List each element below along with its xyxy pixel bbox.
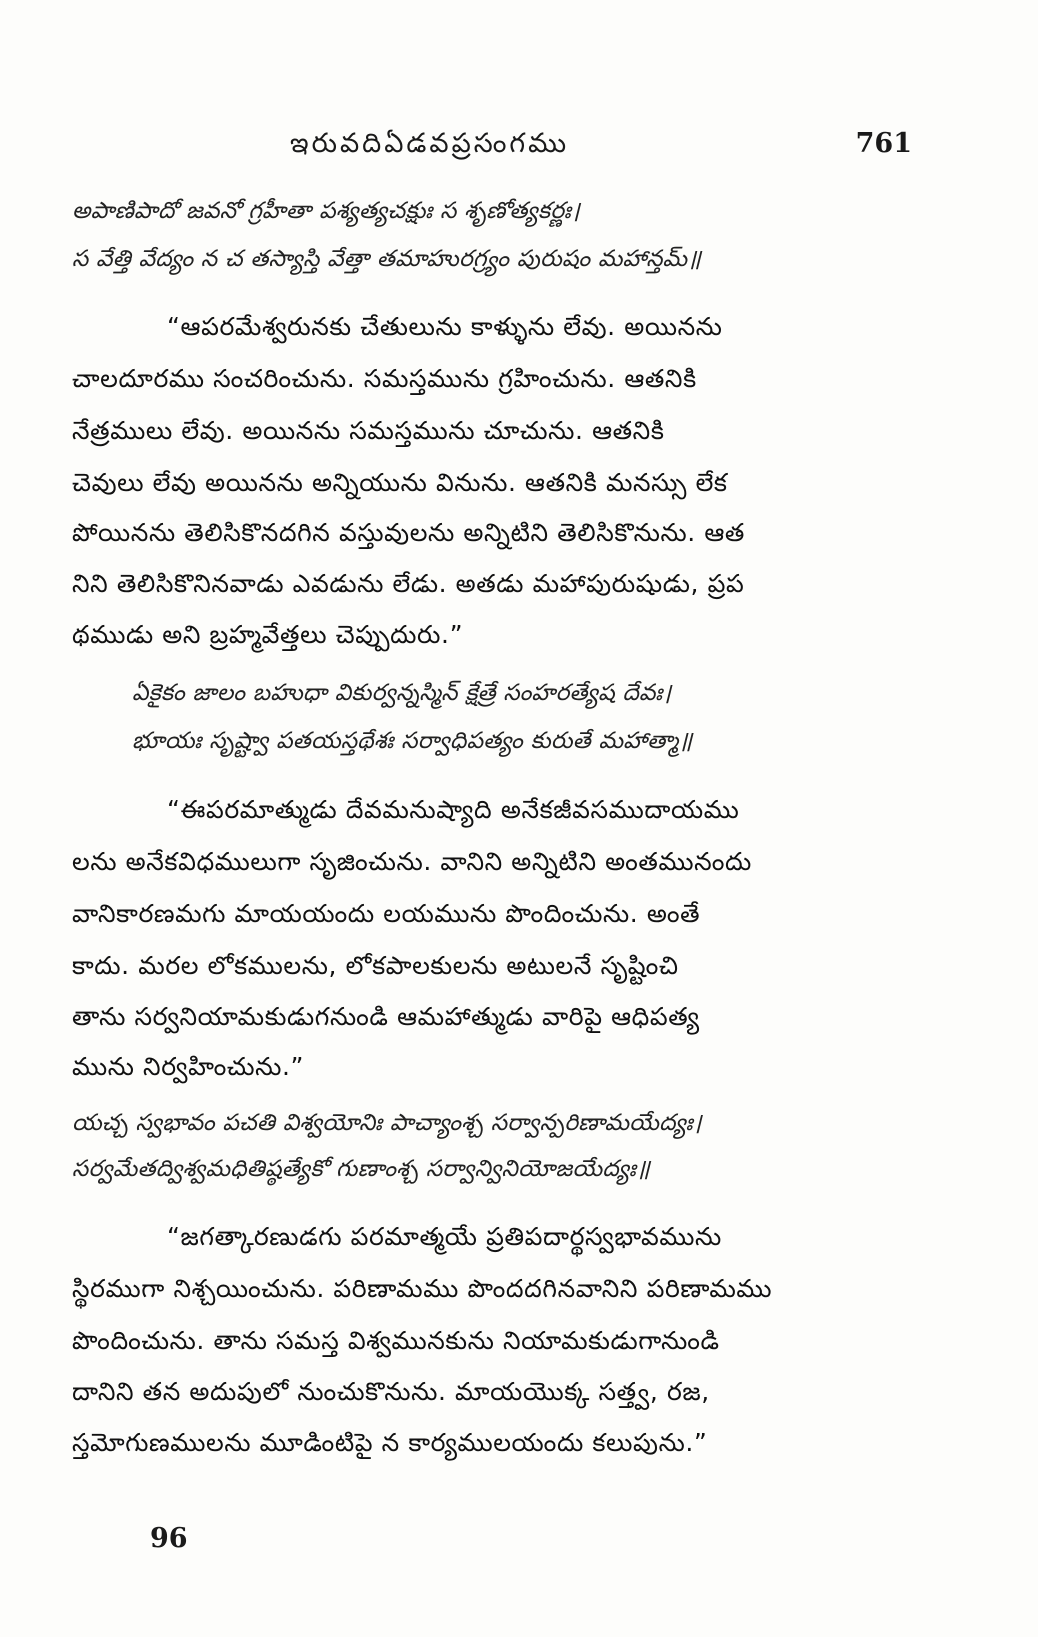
commentary-paragraph-2 bbox=[72, 795, 942, 1085]
verse-line: భూయః సృష్ట్వా పతయస్తథేశః సర్వాధిపత్యం కురుతే మహాత్మా॥ bbox=[132, 728, 693, 754]
paragraph-line: నిని తెలిసికొనినవాడు ఎవడును లేడు. అతడు మహాపురుషుడు, ప్రప bbox=[72, 569, 745, 598]
commentary-paragraph-1 bbox=[72, 312, 942, 652]
paragraph-line: కాదు. మరల లోకములను, లోకపాలకులను అటులనే సృష్టించి bbox=[72, 951, 679, 980]
paragraph-line: లను అనేకవిధములుగా సృజించును. వానిని అన్నిటిని అంతమునందు bbox=[72, 847, 752, 876]
verse-line: ఏకైకం జాలం బహుధా వికుర్వన్నస్మిన్ క్షేత్రే సంహరత్యేష దేవః। bbox=[132, 680, 672, 706]
verse-line: అపాణిపాదో జవనో గ్రహీతా పశ్యత్యచక్షుః స శృణోత్యకర్ణః। bbox=[72, 198, 581, 224]
sanskrit-verse-2 bbox=[72, 680, 942, 760]
paragraph-line: నేత్రములు లేవు. అయినను సమస్తమును చూచును. ఆతనికి bbox=[72, 416, 665, 445]
paragraph-line: తాను సర్వనియామకుడుగనుండి ఆమహాత్ముడు వారిపై ఆధిపత్య bbox=[72, 1002, 700, 1031]
paragraph-line: వానికారణమగు మాయయందు లయమును పొందించును. అంతే bbox=[72, 899, 701, 928]
verse-line: స వేత్తి వేద్యం న చ తస్యాస్తి వేత్తా తమాహురగ్ర్యం పురుషం మహాన్తమ్॥ bbox=[72, 246, 702, 272]
paragraph-line: “ఆపరమేశ్వరునకు చేతులును కాళ్ళును లేవు. అయినను bbox=[167, 312, 723, 341]
paragraph-line: చెవులు లేవు అయినను అన్నియును వినును. ఆతనికి మనస్సు లేక bbox=[72, 468, 728, 497]
sanskrit-verse-1 bbox=[72, 198, 942, 278]
verse-line: యచ్చ స్వభావం పచతి విశ్వయోనిః పాచ్యాంశ్చ సర్వాన్పరిణామయేద్యః। bbox=[72, 1110, 702, 1136]
sanskrit-verse-3 bbox=[72, 1110, 942, 1190]
paragraph-line: మును నిర్వహించును.” bbox=[72, 1052, 305, 1081]
running-title: ఇరువదిఏడవప్రసంగము bbox=[290, 128, 570, 159]
paragraph-line: పోయినను తెలిసికొనదగిన వస్తువులను అన్నిటిని తెలిసికొనును. ఆత bbox=[72, 518, 745, 547]
paragraph-line: “జగత్కారణుడగు పరమాత్మయే ప్రతిపదార్థస్వభావమును bbox=[167, 1222, 722, 1251]
paragraph-line: “ఈపరమాత్ముడు దేవమనుష్యాది అనేకజీవసముదాయము bbox=[167, 795, 740, 824]
paragraph-line: థముడు అని బ్రహ్మవేత్తలు చెప్పుదురు.” bbox=[72, 620, 464, 649]
paragraph-line: పొందించును. తాను సమస్త విశ్వమునకును నియామకుడుగానుండి bbox=[72, 1326, 720, 1355]
paragraph-line: స్తమోగుణములను మూడింటిపై న కార్యములయందు కలుపును.” bbox=[72, 1428, 708, 1457]
page-header bbox=[290, 128, 930, 168]
paragraph-line: దానిని తన అదుపులో నుంచుకొనును. మాయయొక్క సత్త్వ, రజ, bbox=[72, 1377, 710, 1406]
verse-line: సర్వమేతద్విశ్వమధితిష్ఠత్యేకో గుణాంశ్చ సర్వాన్వినియోజయేద్యః॥ bbox=[72, 1156, 651, 1182]
paragraph-line: చాలదూరము సంచరించును. సమస్తమును గ్రహించును. ఆతనికి bbox=[72, 364, 697, 393]
page-number: 761 bbox=[855, 128, 912, 159]
signature-mark: 96 bbox=[150, 1523, 188, 1554]
commentary-paragraph-3 bbox=[72, 1222, 942, 1482]
paragraph-line: స్థిరముగా నిశ్చయించును. పరిణామము పొందదగినవానిని పరిణామము bbox=[72, 1274, 773, 1303]
